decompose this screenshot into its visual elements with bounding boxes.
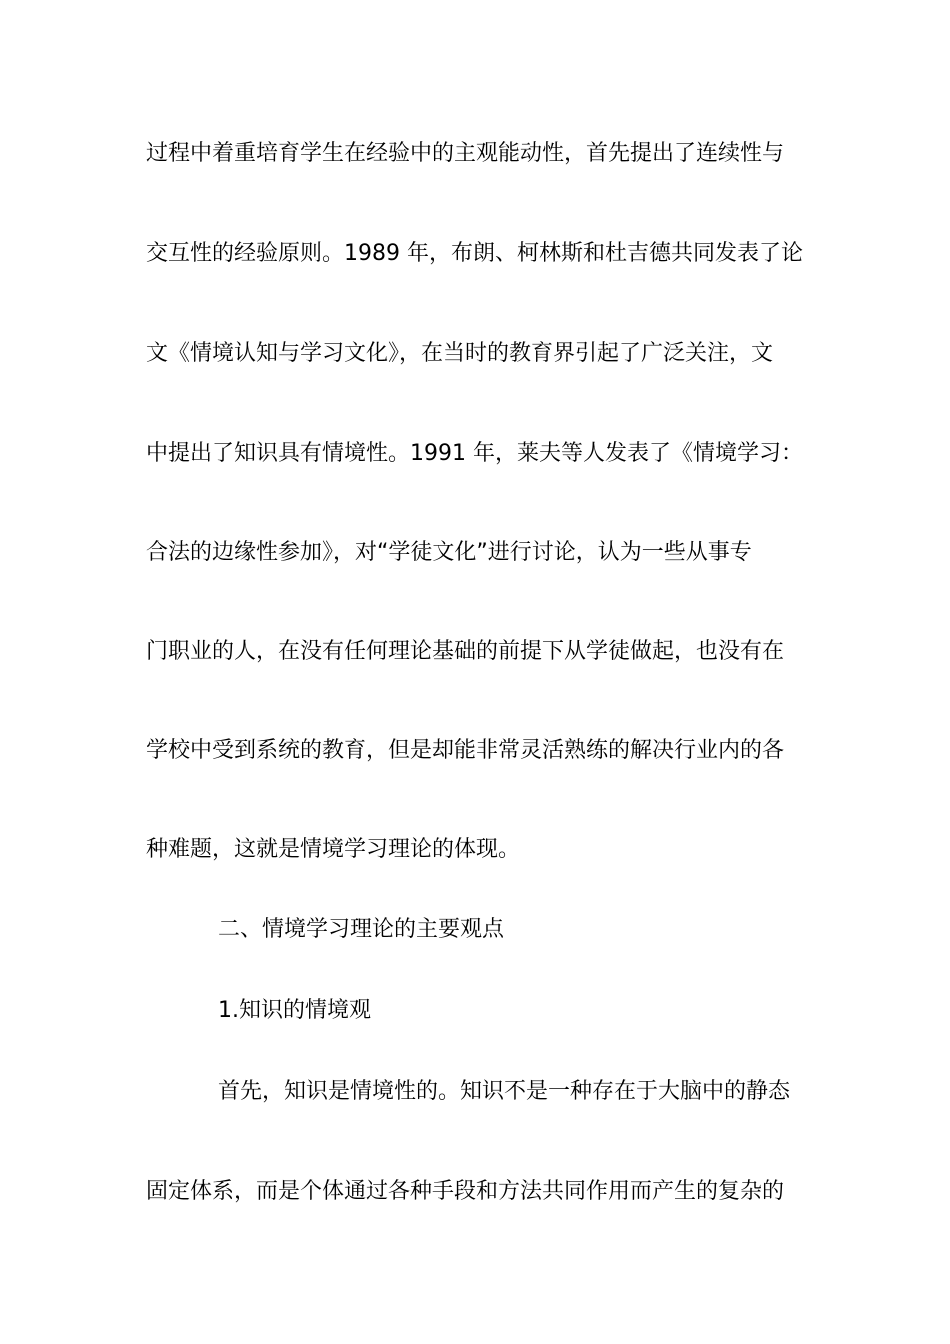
body-text-line: 学校中受到系统的教育，但是却能非常灵活熟练的解决行业内的各 xyxy=(146,738,785,763)
body-text-line: 文《情境认知与学习文化》，在当时的教育界引起了广泛关注，文 xyxy=(146,341,774,366)
body-text-line: 首先，知识是情境性的。知识不是一种存在于大脑中的静态 xyxy=(218,1079,791,1104)
body-text-line: 种难题，这就是情境学习理论的体现。 xyxy=(146,837,521,862)
body-text-line: 交互性的经验原则。1989 年，布朗、柯林斯和杜吉德共同发表了论 xyxy=(146,241,803,266)
body-text-line: 过程中着重培育学生在经验中的主观能动性，首先提出了连续性与 xyxy=(146,141,785,166)
body-text-line: 固定体系，而是个体通过各种手段和方法共同作用而产生的复杂的 xyxy=(146,1179,785,1204)
body-text-line: 中提出了知识具有情境性。1991 年，莱夫等人发表了《情境学习： xyxy=(146,441,803,466)
body-text-line: 门职业的人，在没有任何理论基础的前提下从学徒做起，也没有在 xyxy=(146,639,785,664)
body-text-line: 合法的边缘性参加》，对“学徒文化”进行讨论，认为一些从事专 xyxy=(146,540,752,565)
subsection-heading: 1.知识的情境观 xyxy=(218,998,371,1023)
section-heading: 二、情境学习理论的主要观点 xyxy=(218,917,505,942)
